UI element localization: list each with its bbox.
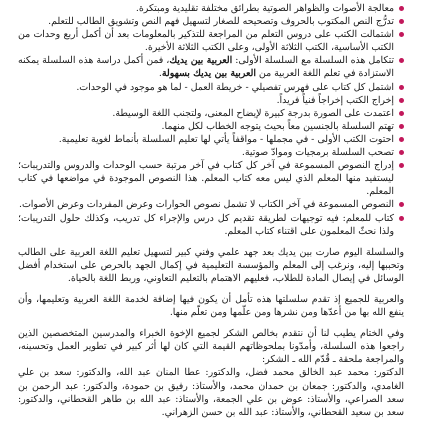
list-item-text-mid: ، فمن أكمل دراسة هذه السلسلة يمكنه الاستزادة في تعلم اللغة العربية من [18, 55, 394, 80]
bullet-icon [399, 32, 404, 37]
paragraph-arabic-for-all: والعربية للجميع إذ تقدم سلسلتها هذه تأمل أن يكون فيها إضافة لخدمة اللغة العربية وتعليمها، وأن ينفع الله بها من أعدّها ومن نشرها ومن علّمها ومن تعلّم منها. [18, 293, 404, 319]
list-item-text: إدراج النصوص المسموعة في آخر كل كتاب في آخر مرتبة حسب الوحدات والدروس والتدريبات؛ ليستفيد منها المعلم الذي ليس معه كتاب المعلم. هذا النصوص الموجودة في مواضعها في كتاب المعلم. [18, 160, 394, 198]
list-item-text-pre: تتكامل هذه السلسلة مع السلسلة الأولى: [232, 55, 395, 67]
list-item [18, 107, 404, 120]
list-item-text: معالجة الأصوات والظواهر الصوتية بطرائق مختلفة تقليدية ومبتكرة. [135, 3, 394, 14]
list-item-text: تصحب السلسلة برمجيات وموادّ صوتية. [241, 147, 394, 159]
list-item [18, 159, 404, 198]
list-item-text: اعتمدت على الصورة بدرجة كبيرة لإيضاح المعنى، ولتجنب اللغة الوسيطة. [112, 107, 394, 119]
bullet-icon [399, 163, 404, 168]
spacer [18, 238, 404, 246]
list-item-text: احتوت الكتب الأولى - في مجملها - مواقفاً يأتي لها تعليم السلسلة بأنماط لغوية تعليمية. [58, 133, 394, 145]
bullet-icon [399, 137, 404, 142]
list-item [18, 212, 404, 238]
list-item-text: اشتمالت الكتب على دروس التعلم من المراجعة للتذكير بالمعلومات بعد أن أكمل أربع وحدات من الكتب الأساسية، الكتب الثلاثة الأولى، وعلى الكتب الثلاثة الأخيرة. [18, 29, 394, 54]
spacer [18, 319, 404, 327]
paragraph-acknowledgement: وفي الختام يطيب لنا أن نتقدم بخالص الشكر لجميع الإخوة الخبراء والمدرسين المتخصصين الذين راجعوا هذه السلسلة، وأمدّونا بملحوظاتهم القيمة التي كان لها أثر كبير في تطوير العمل وتحسينه، والمراجعة ملحقة ـ قُدّم الله ـ الشكر: [18, 328, 404, 366]
list-item [18, 120, 404, 133]
list-item [18, 94, 404, 107]
list-item-text: اشتمل كل كتاب على فهرس تفصيلي - خريطة العمل - لما هو موجود في الوحدات. [76, 81, 394, 93]
series-name-bold: العربية بين يديك [169, 55, 233, 67]
bullet-icon [399, 85, 404, 90]
list-item [18, 133, 404, 146]
bullet-icon [399, 216, 404, 221]
bullet-icon [399, 202, 404, 207]
paragraph-series-today: والسلسلة اليوم صارت بين يديك بعد جهد علمي وفني كبير لتسهيل تعليم اللغة العربية على الطالب وتحببها إليه، ونرغب إلى المعلم والمؤسسة التعليمية في إكمال الجهد بالحرص على استخدام أفضل الوسائل في إيصال المادة للطلاب، فعليهم الاهتمام بالتعليم التعاوني، وربط اللغة بالحياة. [18, 246, 404, 284]
list-item-text: كتاب للمعلم: فيه توجيهات لطريقة تقديم كل درس والإجراء كل تدريب، وكذلك حلول التدريبات؛ ولذا نحثّ المعلمون على اقتناء كتاب المعلم. [18, 212, 394, 237]
list-item-text: النصوص المسموعة في آخر الكتاب لا تشمل نصوص الحوارات وعرض المفردات وعرض الأصوات. [19, 199, 394, 211]
bullet-icon [399, 58, 404, 63]
spacer [18, 285, 404, 293]
list-item [18, 15, 404, 28]
bullet-icon [399, 19, 404, 24]
list-item-text: تدرُّج النص المكتوب بالحروف وتصحيحه للصغار لتسهيل فهم النص وتشويق الطالب للتعلم. [48, 16, 394, 28]
series-name-bold-2: العربية بين يديك بسهولة [161, 68, 256, 80]
list-item [18, 28, 404, 54]
list-item [18, 146, 404, 159]
list-item-text-post: . [158, 68, 162, 80]
list-item [18, 81, 404, 94]
bullet-icon [399, 111, 404, 116]
paragraph-reviewers: الدكتور: محمد عبد الخالق محمد فضل، والدكتور: عطا المنان عبد الله، والدكتور: سعد بن علي الغامدي، والدكتور: جمعان بن حمدان محمد، والأستاذ: رفيق بن حمودة، والدكتور: عبد الرحمن بن سعد الصراعي، والأستاذ: عوض بن علي الجمعة، والأستاذ: عبد الله بن طاهر القحطاني، والدكتور: سعد بن سعيد القحطاني، والأستاذ: عبد الله بن حسن الزهراني. [18, 367, 404, 418]
bullet-icon [399, 124, 404, 129]
list-item [18, 2, 404, 15]
features-list [18, 2, 404, 238]
bullet-icon [399, 98, 404, 103]
list-item [18, 198, 404, 211]
list-item-text: إخراج الكتب إخراجاً فنياً فريداً. [276, 94, 394, 106]
list-item [18, 54, 404, 80]
bullet-icon [399, 150, 404, 155]
list-item-text: تهتم السلسلة بالجنسين معاً بحيث يتوجه الخطاب لكل منهما. [161, 120, 394, 132]
bullet-icon [399, 6, 404, 11]
